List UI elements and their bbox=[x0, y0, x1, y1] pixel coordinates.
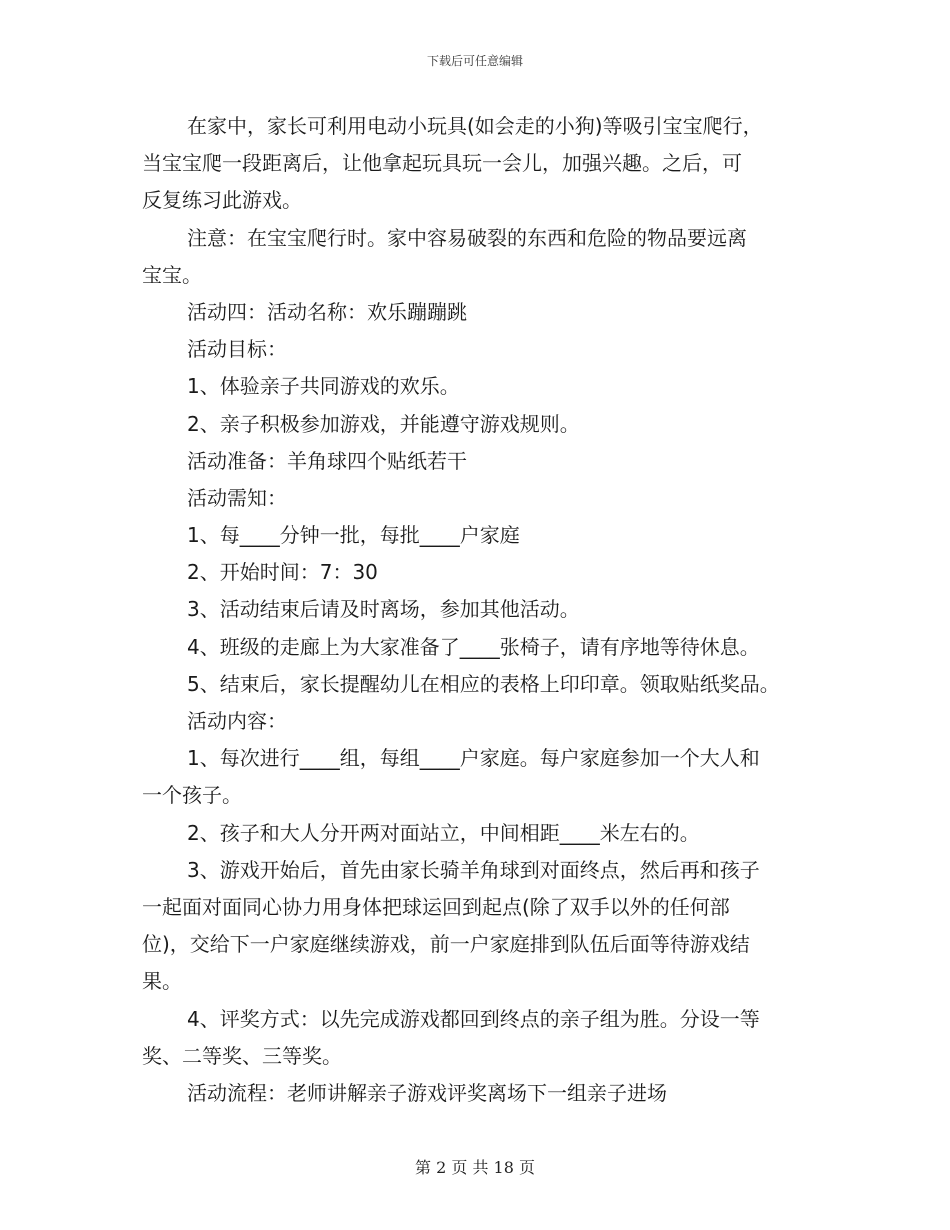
paragraph-line: 一起面对面同心协力用身体把球运回到起点(除了双手以外的任何部 bbox=[142, 894, 730, 919]
paragraph-line: 奖、二等奖、三等奖。 bbox=[142, 1043, 342, 1068]
paragraph-line: 果。 bbox=[142, 969, 182, 994]
paragraph-line: 位)，交给下一户家庭继续游戏，前一户家庭排到队伍后面等待游戏结 bbox=[142, 932, 750, 957]
paragraph-line: 注意：在宝宝爬行时。家中容易破裂的东西和危险的物品要远离 bbox=[187, 225, 747, 250]
paragraph-line: 反复练习此游戏。 bbox=[142, 188, 302, 213]
paragraph-line: 活动需知： bbox=[187, 485, 287, 510]
paragraph-line: 2、开始时间：7：30 bbox=[187, 560, 378, 585]
paragraph-line: 3、游戏开始后，首先由家长骑羊角球到对面终点，然后再和孩子 bbox=[187, 857, 760, 882]
page-number-footer: 第 2 页 共 18 页 bbox=[415, 1158, 535, 1177]
paragraph-line: 3、活动结束后请及时离场，参加其他活动。 bbox=[187, 597, 580, 622]
paragraph-line: 4、班级的走廊上为大家准备了____张椅子，请有序地等待休息。 bbox=[187, 634, 760, 659]
paragraph-line: 活动四：活动名称：欢乐蹦蹦跳 bbox=[187, 299, 467, 324]
paragraph-line: 1、每____分钟一批，每批____户家庭 bbox=[187, 523, 520, 548]
paragraph-line: 活动准备：羊角球四个贴纸若干 bbox=[187, 448, 467, 473]
paragraph-line: 当宝宝爬一段距离后，让他拿起玩具玩一会儿，加强兴趣。之后，可 bbox=[142, 151, 742, 176]
paragraph-line: 在家中，家长可利用电动小玩具(如会走的小狗)等吸引宝宝爬行， bbox=[187, 114, 763, 138]
paragraph-line: 1、每次进行____组，每组____户家庭。每户家庭参加一个大人和 bbox=[187, 746, 760, 771]
paragraph-line: 2、孩子和大人分开两对面站立，中间相距____米左右的。 bbox=[187, 820, 700, 845]
document-body bbox=[142, 108, 814, 1112]
paragraph-line: 一个孩子。 bbox=[142, 783, 242, 808]
page-header: 下载后可任意编辑 bbox=[426, 54, 523, 68]
paragraph-line: 2、亲子积极参加游戏，并能遵守游戏规则。 bbox=[187, 411, 580, 436]
paragraph-line: 活动内容： bbox=[187, 709, 287, 733]
paragraph-line: 5、结束后，家长提醒幼儿在相应的表格上印印章。领取贴纸奖品。 bbox=[187, 671, 780, 696]
paragraph-line: 1、体验亲子共同游戏的欢乐。 bbox=[187, 374, 460, 399]
paragraph-line: 宝宝。 bbox=[142, 262, 202, 287]
paragraph-line: 活动流程：老师讲解亲子游戏评奖离场下一组亲子进场 bbox=[187, 1080, 667, 1105]
paragraph-line: 活动目标： bbox=[187, 337, 287, 362]
paragraph-line: 4、评奖方式：以先完成游戏都回到终点的亲子组为胜。分设一等 bbox=[187, 1006, 760, 1031]
